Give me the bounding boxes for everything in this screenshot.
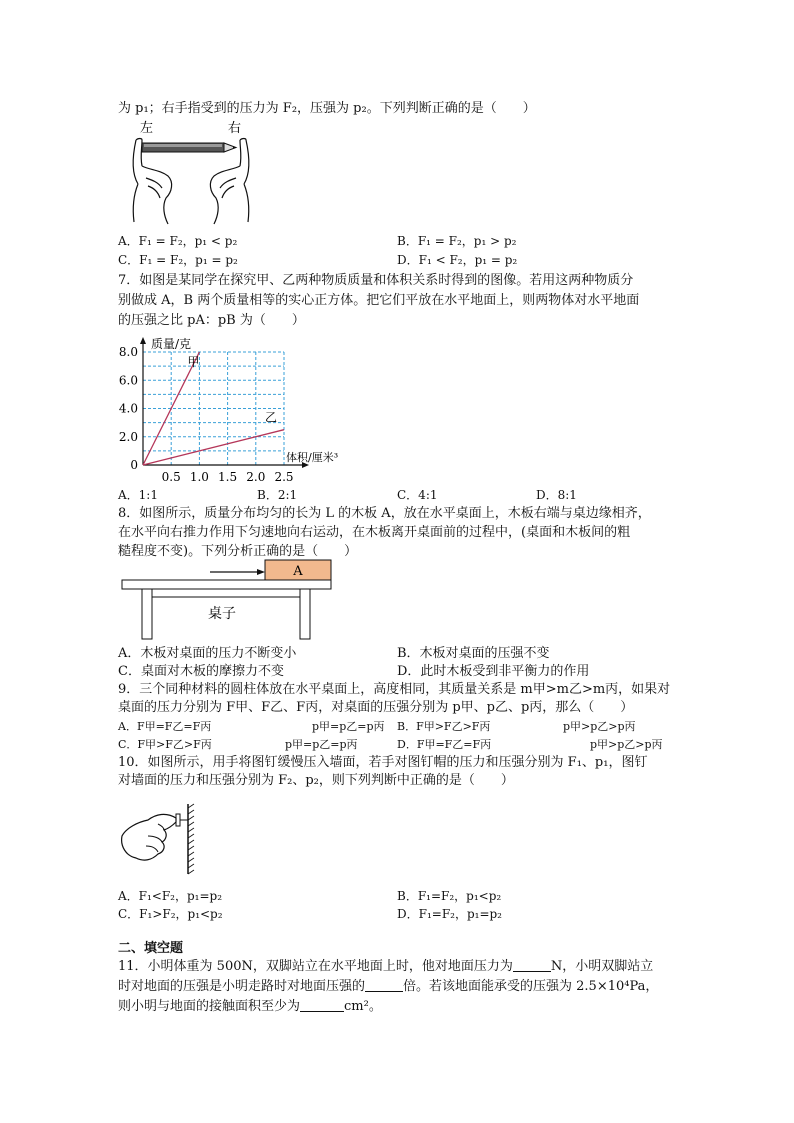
y-tick-label: 6.0 [118,373,138,388]
q8-stem-line2: 在水平向右推力作用下匀速地向右运动，在木板离开桌面前的过程中，(桌面和木板间的粗 [118,525,631,540]
board-label: A [293,564,303,579]
q11-line3-text-b: cm²。 [344,999,382,1014]
series-label-1: 甲 [187,355,200,369]
y-tick-label: 4.0 [118,401,138,416]
x-tick-label: 2.5 [274,470,294,484]
q7-option-d[interactable]: D．8:1 [536,488,577,502]
thumbtack-cap [176,814,180,826]
q10-stem-line2: 对墙面的压力和压强分别为 F₂、p₂，则下列判断中正确的是（ ） [118,773,514,788]
q11-blank-3[interactable] [300,999,344,1012]
q9-option-a-pressure: p甲=p乙=p丙 [312,720,385,733]
q10-option-c[interactable]: C．F₁>F₂，p₁<p₂ [118,907,223,921]
q8-option-b[interactable]: B．木板对桌面的压强不变 [397,646,550,661]
y-axis-label: 质量/克 [151,337,192,351]
q6-option-d[interactable]: D．F₁ < F₂，p₁ = p₂ [397,253,518,267]
right-label: 右 [228,121,242,136]
q6-pencil-hands-figure [118,118,268,230]
x-tick-label: 2.0 [246,470,266,484]
q8-stem-line3: 糙程度不变)。下列分析正确的是（ ） [118,544,358,559]
q6-option-c[interactable]: C．F₁ = F₂，p₁ = p₂ [118,253,238,267]
hand [122,814,176,860]
x-axis-label: 体积/厘米³ [286,451,339,464]
x-tick-label: 0.5 [161,470,181,484]
q10-option-d[interactable]: D．F₁=F₂，p₁=p₂ [397,907,502,921]
q7-stem-line1: 7．如图是某同学在探究甲、乙两种物质质量和体积关系时得到的图像。若用这两种物质分 [118,273,634,288]
series-line-2 [143,430,284,465]
q11-line2-text-b: 倍。若该地面能承受的压强为 2.5×10⁴Pa， [403,979,659,994]
series-label-2: 乙 [265,410,278,425]
section-title-fill-in: 二、填空题 [118,941,184,956]
q8-stem-line1: 8．如图所示，质量分布均匀的长为 L 的木板 A，放在水平桌面上，木板右端与桌边缘相齐， [118,506,651,521]
left-label: 左 [140,121,154,136]
q9-option-a-force[interactable]: A．F甲=F乙=F丙 [118,720,212,733]
q11-blank-1[interactable] [513,959,551,972]
q10-option-b[interactable]: B．F₁=F₂，p₁<p₂ [397,889,502,903]
table-leg-right [300,589,310,639]
x-tick-label: 1.5 [218,470,238,484]
q9-option-c-force[interactable]: C．F甲>F乙>F丙 [118,738,212,751]
q10-thumbtack-figure [118,800,208,880]
q10-stem-line1: 10．如图所示，用手将图钉缓慢压入墙面，若手对图钉帽的压力和压强分别为 F₁、p₁，图钉 [118,755,648,770]
q9-option-d-force[interactable]: D．F甲=F乙=F丙 [397,738,492,751]
q9-stem-line1: 9．三个同种材料的圆柱体放在水平桌面上，高度相同，其质量关系是 m甲>m乙>m丙，如果对 [118,682,671,697]
q8-option-c[interactable]: C．桌面对木板的摩擦力不变 [118,664,284,679]
q11-line2 [118,978,658,996]
table-label: 桌子 [208,606,236,622]
table-leg-left [142,589,152,639]
q11-line1-text-b: N，小明双脚站立 [550,959,654,974]
q9-stem-line2: 桌面的压力分别为 F甲、F乙、F丙，对桌面的压强分别为 p甲、p乙、p丙，那么（ ） [118,700,634,715]
q7-stem-line3: 的压强之比 pA：pB 为（ ） [118,313,305,328]
q11-line3 [118,998,382,1016]
q11-line2-text-a: 时对地面的压强是小明走路时对地面压强的 [118,979,366,994]
q11-line1 [118,958,653,976]
q8-option-a[interactable]: A．木板对桌面的压力不断变小 [118,646,297,661]
q7-option-a[interactable]: A．1:1 [118,488,158,502]
y-tick-label: 2.0 [118,429,138,444]
q10-option-a[interactable]: A．F₁<F₂，p₁=p₂ [118,889,223,903]
q11-line3-text-a: 则小明与地面的接触面积至少为 [118,999,301,1014]
q8-option-d[interactable]: D．此时木板受到非平衡力的作用 [397,664,590,679]
q6-option-a[interactable]: A．F₁ = F₂，p₁ < p₂ [118,234,238,248]
table-top [122,580,331,589]
q9-option-b-pressure: p甲>p乙>p丙 [563,720,636,733]
q7-option-b[interactable]: B．2:1 [257,488,298,502]
q9-option-b-force[interactable]: B．F甲>F乙>F丙 [397,720,491,733]
q9-option-d-pressure: p甲>p乙>p丙 [590,738,663,751]
q6-option-b[interactable]: B．F₁ = F₂，p₁ > p₂ [397,234,517,248]
x-tick-label: 1.0 [189,470,209,484]
q11-line1-text-a: 11．小明体重为 500N，双脚站立在水平地面上时，他对地面压力为 [118,959,513,974]
y-axis-arrow [140,337,146,344]
mass-volume-chart [116,334,346,486]
q9-option-c-pressure: p甲=p乙=p丙 [285,738,358,751]
q7-option-c[interactable]: C．4:1 [397,488,438,502]
y-tick-label: 8.0 [118,345,138,359]
q11-blank-2[interactable] [365,979,403,992]
q7-stem-line2: 别做成 A，B 两个质量相等的实心正方体。把它们平放在水平地面上，则两物体对水平地面 [118,293,640,308]
y-tick-label: 0 [130,458,138,472]
q8-board-table-figure [118,556,338,646]
q6-stem-tail: 为 p₁；右手指受到的压力为 F₂，压强为 p₂。下列判断正确的是（ ） [118,101,536,116]
